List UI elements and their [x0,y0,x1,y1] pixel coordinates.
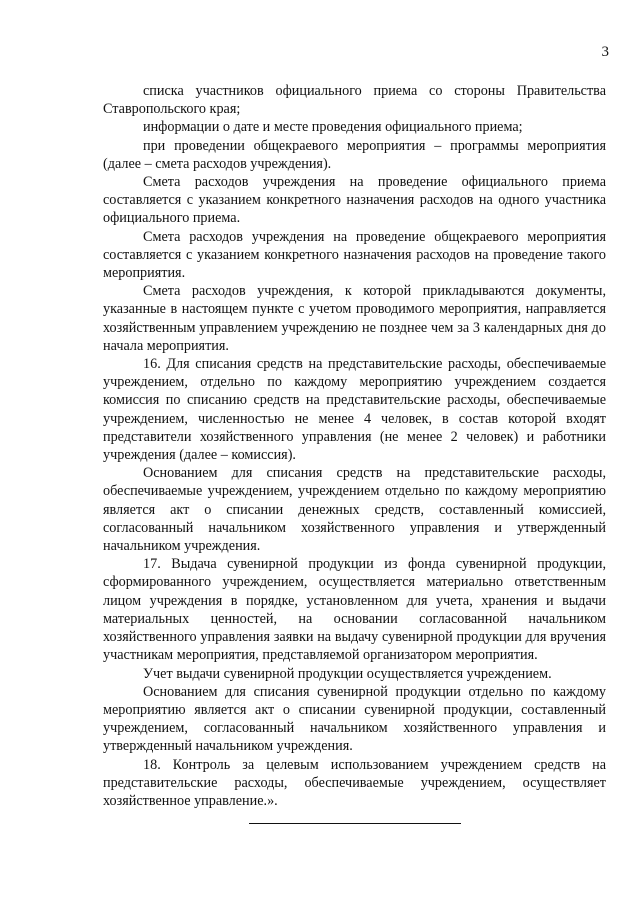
paragraph-12: 18. Контроль за целевым использованием учреждением средств на представительские расходы, обеспечиваемые учреждением, осуществляет хозяйственное управление.». [103,756,606,809]
paragraph-7: 16. Для списания средств на представительские расходы, обеспечиваемые учреждением, отдельно по каждому мероприятию учреждением создается комиссия по списанию средств на представительские расходы, обеспечиваемые учреждением, численностью не менее 4 человек, в состав которой входят представители хозяйственного управления (не менее 2 человек) и работники учреждения (далее – комиссия). [103,356,606,464]
paragraph-2: информации о дате и месте проведения официального приема; [143,119,523,136]
paragraph-10: Учет выдачи сувенирной продукции осуществляется учреждением. [143,665,552,682]
paragraph-11: Основанием для списания сувенирной продукции отдельно по каждому мероприятию является акт о списании сувенирной продукции, составленный учреждением, согласованный начальником хозяйственного управления и утвержденный начальником учреждения. [103,683,606,755]
document-body [103,82,606,810]
closing-rule-divider [249,823,461,824]
paragraph-9: 17. Выдача сувенирной продукции из фонда сувенирной продукции, сформированного учреждением, осуществляется материально ответственным лицом учреждения в порядке, установленном для учета, хранения и выдачи материальных ценностей, на основании согласованной начальником хозяйственного управления заявки на выдачу сувенирной продукции для вручения участникам мероприятия, представляемой организатором мероприятия. [103,556,606,664]
paragraph-5: Смета расходов учреждения на проведение общекраевого мероприятия составляется с указанием конкретного назначения расходов на проведение такого мероприятия. [103,228,606,282]
paragraph-4: Смета расходов учреждения на проведение официального приема составляется с указанием конкретного назначения расходов на одного участника официального приема. [103,174,606,227]
paragraph-6: Смета расходов учреждения, к которой прикладываются документы, указанные в настоящем пункте с учетом проводимого мероприятия, направляется хозяйственным управлением учреждению не позднее чем за 3 календарных дня до начала мероприятия. [103,283,606,354]
paragraph-8: Основанием для списания средств на представительские расходы, обеспечиваемые учреждением, учреждением отдельно по каждому мероприятию является акт о списании денежных средств, составленный комиссией, согласованный начальником хозяйственного управления и утвержденный начальником учреждения. [103,465,606,555]
page-number: 3 [601,44,609,60]
paragraph-1: списка участников официального приема со стороны Правительства Ставропольского края; [103,83,606,118]
paragraph-3: при проведении общекраевого мероприятия – программы мероприятия (далее – смета расходов учреждения). [103,137,606,172]
